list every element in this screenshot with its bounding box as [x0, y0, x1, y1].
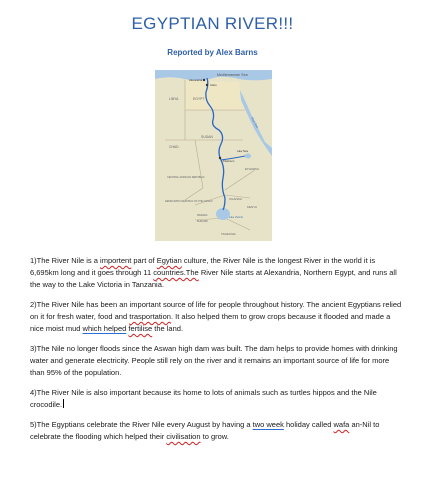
map-label-drc: DEMOCRATIC REPUBLIC OF THE CONGO — [165, 200, 213, 203]
map-label-libya: LIBYA — [169, 97, 179, 101]
paragraph-1-text: culture, the River Nile is the longest River in the world it is 6,695km long and it goes through 11 — [30, 256, 376, 277]
grammar-flagged-text[interactable]: which helped — [82, 324, 127, 333]
paragraph-2-text: . It also helped them to grow crops because it flooded and made a nice moist mud — [30, 312, 391, 333]
map-label-burundi: BURUNDI — [197, 220, 208, 223]
paragraph-5-text: to grow. — [200, 432, 229, 441]
paragraph-5-text: an-Nil to celebrate the flooding which helped their — [30, 420, 380, 441]
paragraph-3: 3)The Nile no longer floods since the Aswan high dam was built. The dam helps to provide homes with drinking water and generate electricity. People still rely on the river and it remains an important source of life for more than 95% of the population. — [30, 344, 398, 377]
paragraph-5 — [30, 419, 405, 443]
grammar-flagged-text[interactable]: two week — [252, 420, 284, 429]
misspelled-word[interactable]: countries.The — [153, 268, 199, 277]
map-label-lake-victoria: Lake Victoria — [229, 216, 243, 219]
paragraph-4-text: 4)The River Nile is also important because its home to lots of animals such as turtles hippos and the Nile crocodile. — [30, 388, 377, 409]
misspelled-word[interactable]: civilisation — [166, 432, 201, 441]
misspelled-word[interactable]: trasportation — [129, 312, 171, 321]
paragraph-2 — [30, 299, 405, 335]
document-byline: Reported by Alex Barns — [167, 48, 258, 57]
map-label-red-sea: Red Sea — [250, 116, 260, 129]
map-label-egypt: EGYPT — [193, 97, 205, 101]
map-label-tanzania: TANZANIA — [221, 232, 236, 236]
map-label-alexandria: Alexandria — [189, 78, 203, 82]
alexandria-dot — [203, 79, 205, 81]
paragraph-2-text: 2)The River Nile has been an important source of life for people throughout history. The ancient Egyptians relied on it for fresh water, food and — [30, 300, 402, 321]
map-label-sea: Mediterranean Sea — [217, 73, 248, 77]
paragraph-1-text: 1)The River Nile is a — [30, 256, 101, 265]
paragraph-2-text: the land. — [152, 324, 184, 333]
map-label-cairo: Cairo — [210, 83, 217, 87]
misspelled-word[interactable]: wafa — [333, 420, 350, 429]
document-body[interactable] — [30, 255, 405, 451]
paragraph-4 — [30, 387, 405, 411]
paragraph-1-text: River Nile starts at Alexandria, Northern Egypt, and runs all the way to the Lake Victoria in Tanzania. — [30, 268, 397, 289]
text-cursor — [63, 399, 64, 408]
misspelled-word[interactable]: Egytian — [156, 256, 182, 265]
nile-map-image — [155, 70, 272, 241]
map-label-khartoum: Khartoum — [223, 160, 235, 163]
map-label-uganda: UGANDA — [229, 197, 242, 201]
map-label-chad: CHAD — [169, 145, 179, 149]
paragraph-5-text: 5)The Egyptians celebrate the River Nile every August by having a — [30, 420, 253, 429]
map-label-kenya: KENYA — [247, 205, 257, 209]
paragraph-1 — [30, 255, 405, 291]
map-label-rwanda: RWANDA — [197, 214, 208, 217]
map-label-ethiopia: ETHIOPIA — [245, 167, 260, 171]
misspelled-word[interactable]: importent — [100, 256, 132, 265]
paragraph-5-text: holiday called — [283, 420, 334, 429]
misspelled-word[interactable]: fertilise — [128, 324, 153, 333]
map-label-car: CENTRAL AFRICAN REPUBLIC — [167, 176, 205, 179]
cairo-dot — [206, 84, 208, 86]
map-label-sudan: SUDAN — [201, 135, 213, 139]
document-title: EGYPTIAN RIVER!!! — [131, 14, 294, 33]
lake-tana — [245, 154, 251, 159]
map-label-lake-tana: Lake Tana — [237, 150, 248, 153]
paragraph-1-text: part of — [131, 256, 157, 265]
khartoum-dot — [219, 157, 221, 159]
